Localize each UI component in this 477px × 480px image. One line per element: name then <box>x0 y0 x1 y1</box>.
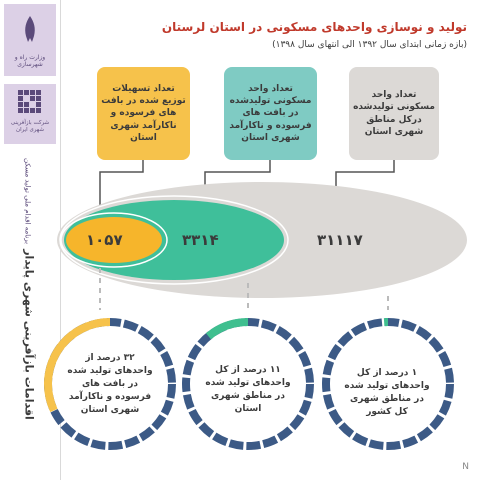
vertical-title: اقدامات بازآفرینی شهری پایدار <box>22 249 36 420</box>
page-subtitle: (بازه زمانی ابتدای سال ۱۳۹۲ الی انتهای سال ۱۳۹۸) <box>272 40 467 50</box>
circle-3-text: ۱ درصد از کل واحدهای تولید شده در مناطق شهری کل کشور <box>344 368 430 418</box>
total-units-value: ۳۱۱۱۷ <box>317 231 363 249</box>
circle-2-text: ۱۱ درصد از کل واحدهای تولید شده در مناطق شهری استان <box>205 365 291 415</box>
vertical-subtitle: برنامه اقدام ملی تولید مسکن <box>23 158 32 245</box>
worn-units-box: تعداد واحد مسکونی تولیدشده در بافت های فرسوده و ناکارآمد شهری استان <box>224 67 317 160</box>
watermark: N <box>462 462 469 472</box>
facilities-value: ۱۰۵۷ <box>86 231 123 249</box>
circle-1-text: ۳۲ درصد از واحدهای تولید شده در بافت های فرسوده و ناکارآمد شهری استان <box>67 353 153 416</box>
page-title: تولید و نوسازی واحدهای مسکونی در استان لرستان <box>161 20 467 34</box>
company-logo-text: شرکت بازآفرینی شهری ایران <box>10 120 50 133</box>
ministry-logo-text: وزارت راه و شهرسازی <box>14 54 46 68</box>
worn-units-value: ۳۳۱۴ <box>182 231 219 249</box>
total-units-box: تعداد واحد مسکونی تولیدشده درکل مناطق شهری استان <box>349 67 439 160</box>
facilities-box: تعداد تسهیلات توزیع شده در بافت های فرسوده و ناکارآمد شهری استان <box>97 67 190 160</box>
